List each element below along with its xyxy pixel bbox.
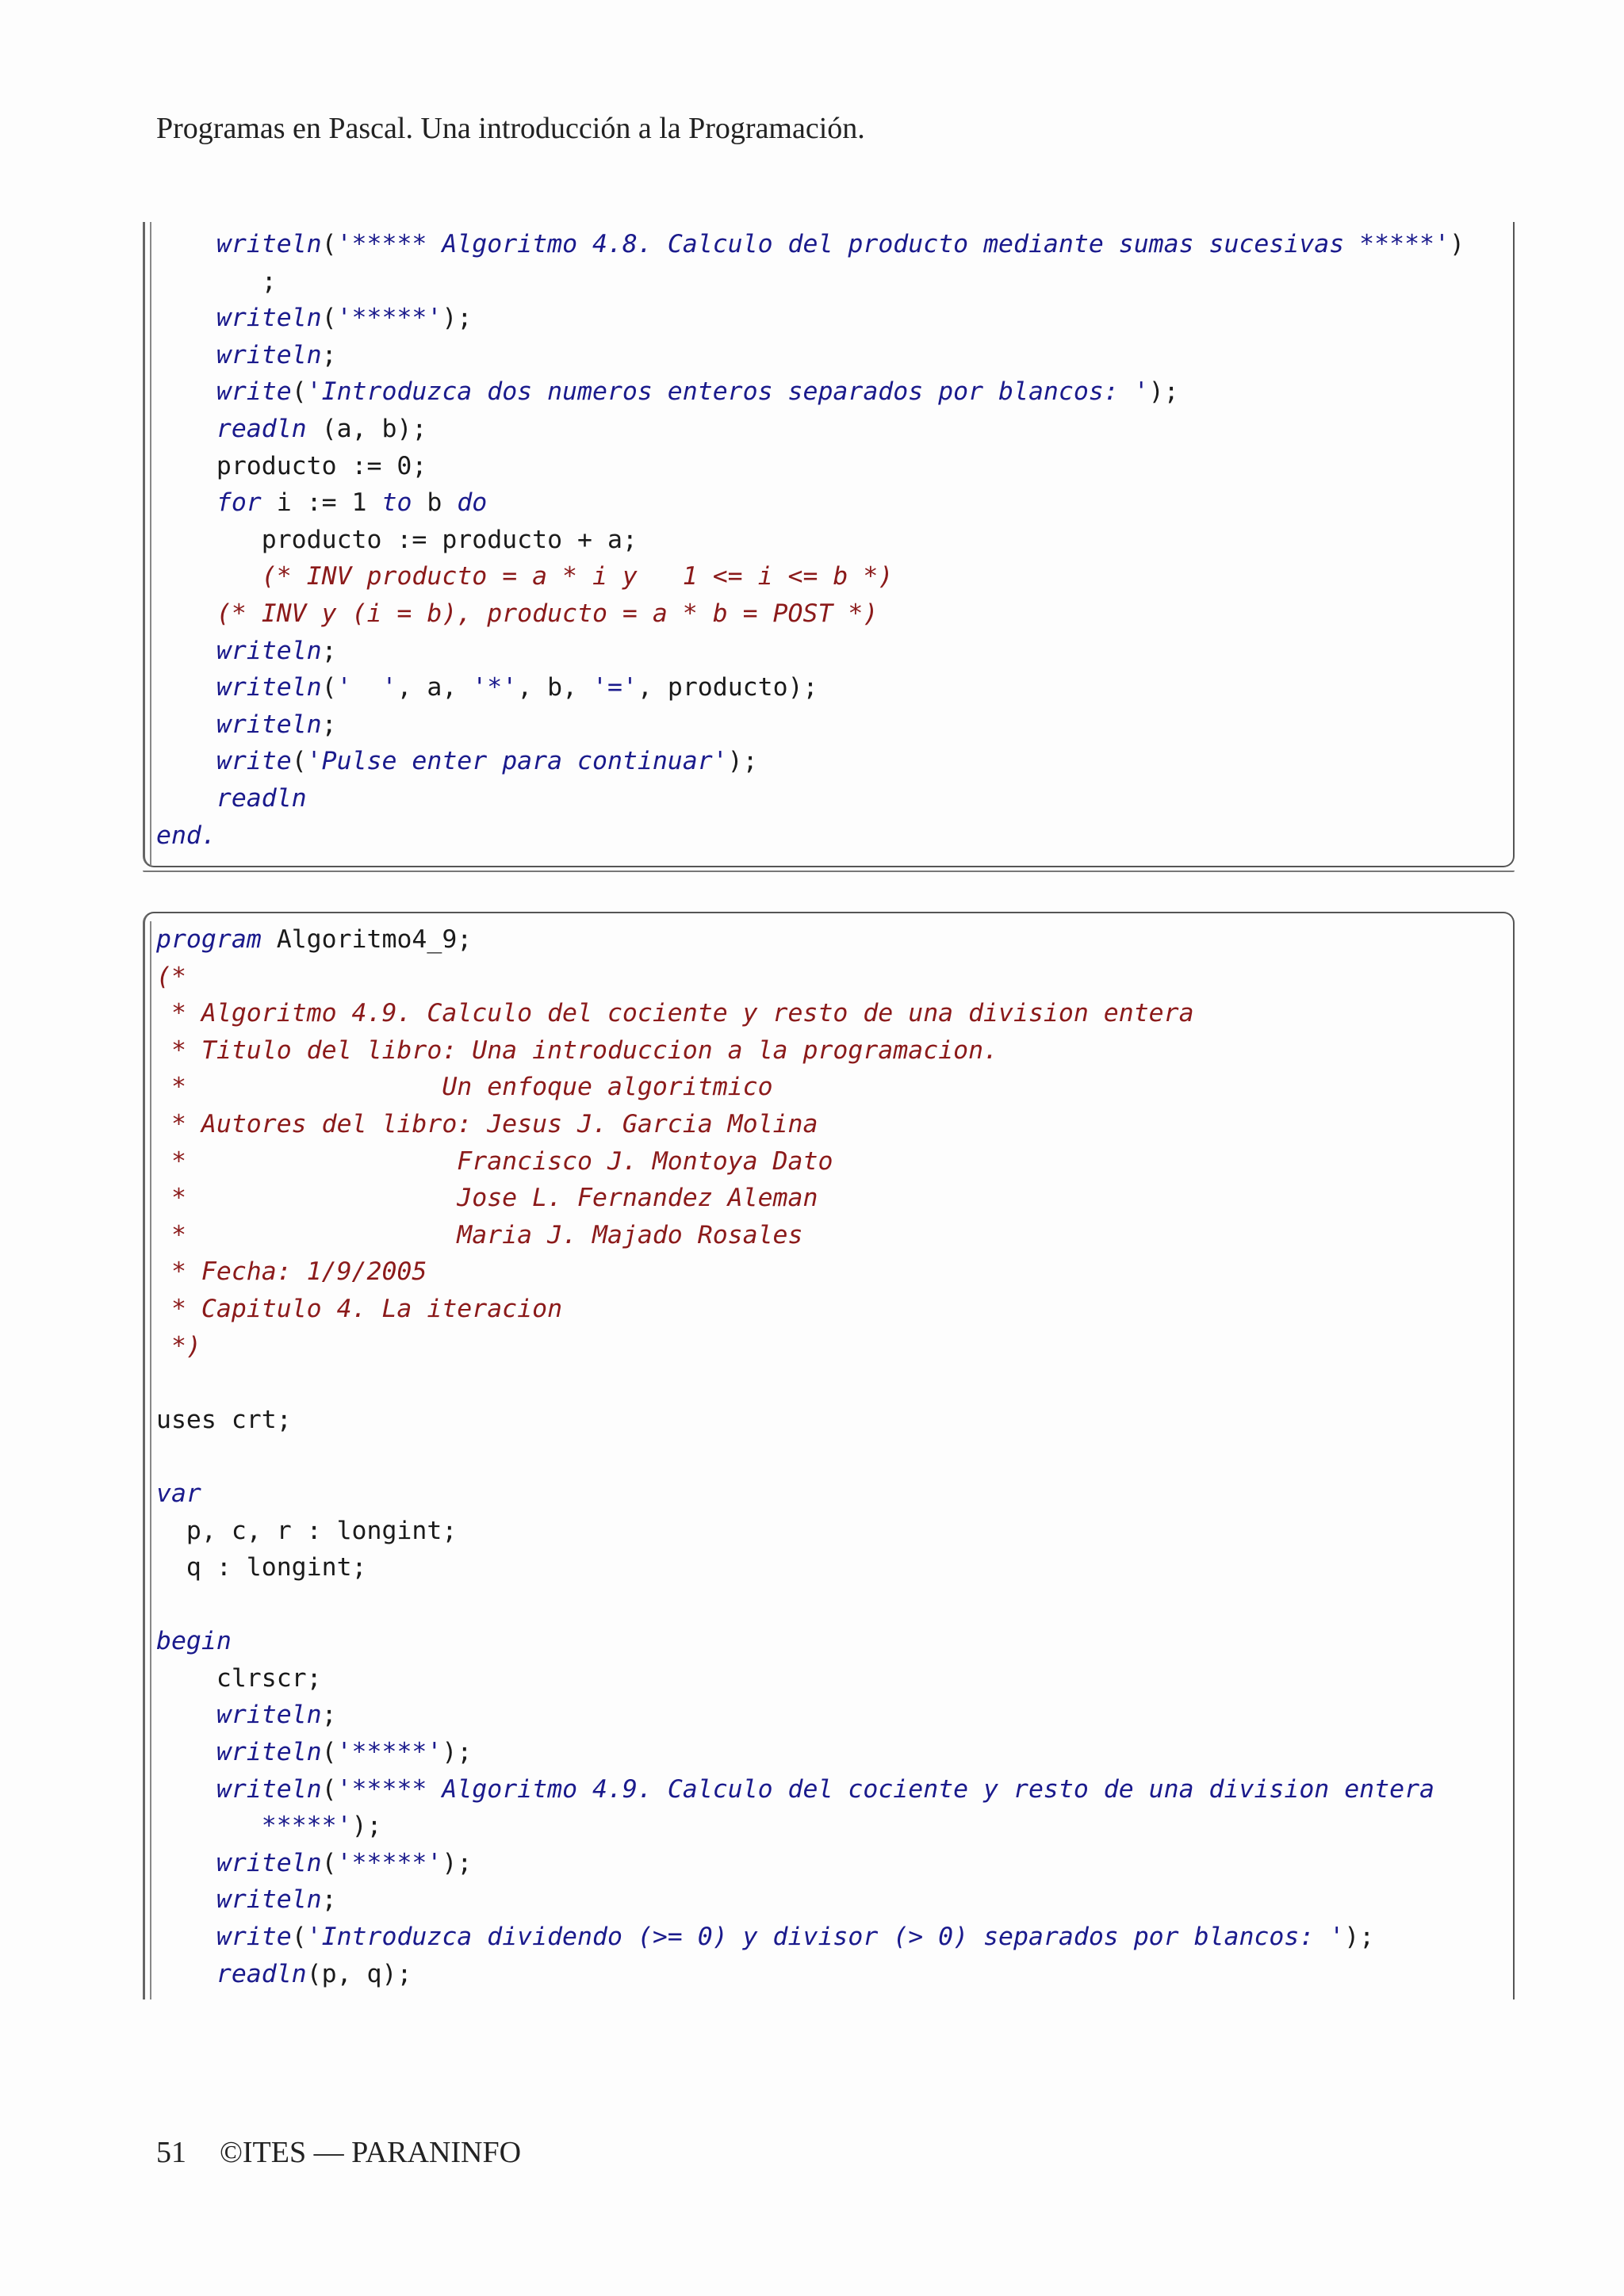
code-line (156, 1513, 1434, 1550)
code-text (156, 747, 216, 775)
code-keyword: for (216, 488, 262, 518)
code-text: ; (321, 1885, 337, 1915)
code-text: ( (321, 304, 337, 333)
code-text (156, 1775, 216, 1804)
code-text: ( (321, 230, 337, 258)
code-comment: * Francisco J. Montoya Dato (156, 1146, 833, 1176)
code-text: ( (321, 673, 337, 702)
code-text (156, 415, 216, 443)
code-text: producto := producto + a; (156, 525, 638, 554)
code-text: ) (1449, 230, 1465, 258)
code-text: , b, (517, 673, 593, 702)
code-text: i := 1 (261, 488, 382, 518)
code-line (156, 1660, 1434, 1697)
code-string: '*****' (336, 1848, 442, 1877)
code-line (156, 263, 1465, 300)
code-text: b (412, 488, 458, 518)
code-line (156, 1881, 1434, 1919)
code-line (156, 817, 1465, 855)
code-text: , producto); (637, 673, 818, 702)
code-line (156, 1328, 1434, 1365)
code-keyword: readln (216, 1959, 307, 1988)
code-line (156, 1734, 1434, 1771)
code-keyword: writeln (216, 710, 322, 739)
code-keyword: var (156, 1479, 201, 1508)
code-line (156, 1586, 1434, 1624)
code-keyword: end (156, 821, 201, 850)
code-text (156, 304, 216, 332)
code-keyword: to (381, 488, 412, 518)
code-keyword: writeln (216, 1701, 322, 1730)
code-keyword: writeln (216, 636, 322, 665)
code-line (156, 1143, 1434, 1181)
code-text (156, 1701, 216, 1729)
code-text (156, 1923, 216, 1951)
code-text: ; (321, 1701, 337, 1730)
code-text: ); (1148, 377, 1179, 407)
code-text: q : longint; (156, 1553, 367, 1582)
code-text: clrscr; (156, 1663, 322, 1693)
code-comment: *) (156, 1331, 201, 1360)
code-text (156, 637, 216, 665)
code-text (156, 673, 216, 702)
code-comment: * Jose L. Fernandez Aleman (156, 1184, 818, 1213)
code-keyword: write (216, 747, 292, 776)
code-comment: * Autores del libro: Jesus J. Garcia Molina (156, 1109, 818, 1138)
code-keyword: readln (216, 414, 307, 443)
code-line (156, 995, 1434, 1032)
code-text: ( (291, 1923, 307, 1952)
code-line (156, 1845, 1434, 1882)
code-line (156, 226, 1465, 263)
code-text (156, 1960, 216, 1988)
code-line (156, 484, 1465, 522)
code-keyword: write (216, 1923, 292, 1952)
code-text: (a, b); (306, 414, 427, 443)
code-comment: (* INV producto = a * i y 1 <= i <= b *) (261, 562, 894, 591)
code-comment: * Fecha: 1/9/2005 (156, 1257, 427, 1287)
code-keyword: writeln (216, 1848, 322, 1877)
code-text: , a, (396, 673, 473, 702)
code-keyword: program (156, 925, 262, 954)
page-number: 51 (156, 2136, 186, 2169)
code-line (156, 373, 1465, 411)
code-keyword: do (457, 488, 488, 518)
code-string: 'Introduzca dos numeros enteros separados por blancos: ' (306, 377, 1149, 407)
code-text (156, 562, 262, 591)
code-line (156, 1402, 1434, 1439)
code-line (156, 1069, 1434, 1106)
code-string: '***** Algoritmo 4.8. Calculo del producto mediante sumas sucesivas *****' (336, 230, 1450, 258)
code-keyword: writeln (216, 673, 322, 702)
code-text: ( (321, 1848, 337, 1877)
code-line (156, 1808, 1434, 1845)
code-line (156, 558, 1465, 595)
code-line (156, 633, 1465, 670)
code-text: ; (321, 710, 337, 739)
code-keyword: writeln (216, 340, 322, 369)
code-comment: (* INV y (i = b), producto = a * b = POST *) (216, 599, 879, 628)
code-string: . (201, 821, 216, 850)
code-keyword: writeln (216, 1738, 322, 1767)
code-text (156, 230, 216, 258)
code-line (156, 959, 1434, 996)
copyright-notice: ©ITES — PARANINFO (220, 2136, 522, 2169)
code-line (156, 1771, 1434, 1808)
code-line (156, 1475, 1434, 1513)
code-text: ); (442, 1848, 473, 1877)
code-text: uses crt; (156, 1405, 292, 1434)
frame-shadow-line (143, 871, 1515, 872)
code-text: ( (291, 747, 307, 776)
code-text: ; (156, 266, 277, 296)
code-line (156, 706, 1465, 744)
code-text (156, 1849, 216, 1877)
code-line (156, 1956, 1434, 1993)
code-listing-1 (156, 226, 1465, 854)
code-line (156, 1253, 1434, 1291)
code-string: '*****' (336, 1738, 442, 1767)
code-line (156, 743, 1465, 780)
code-line (156, 1291, 1434, 1328)
code-text: ); (442, 1738, 473, 1767)
code-line (156, 669, 1465, 706)
code-line (156, 337, 1465, 374)
code-text: ( (291, 377, 307, 407)
code-text (156, 488, 216, 517)
code-string: '*' (472, 673, 518, 702)
code-text: ( (321, 1774, 337, 1804)
page-footer (156, 2135, 521, 2170)
code-comment: * Maria J. Majado Rosales (156, 1220, 803, 1249)
code-string: *****' (261, 1812, 352, 1841)
code-text (156, 710, 216, 739)
code-text: ); (1344, 1923, 1375, 1952)
code-text (156, 377, 216, 406)
code-keyword: writeln (216, 230, 322, 258)
code-string: 'Introduzca dividendo (>= 0) y divisor (> 0) separados por blancos: ' (306, 1923, 1345, 1952)
code-comment: * Algoritmo 4.9. Calculo del cociente y resto de una division entera (156, 999, 1194, 1028)
code-text: (p, q); (306, 1959, 412, 1988)
code-line (156, 1919, 1434, 1956)
code-keyword: begin (156, 1627, 232, 1656)
code-string: ' ' (336, 673, 397, 702)
code-text: ); (351, 1812, 382, 1841)
code-string: '=' (592, 673, 638, 702)
code-text: Algoritmo4_9; (261, 925, 473, 954)
code-line (156, 1623, 1434, 1660)
code-line (156, 1106, 1434, 1143)
code-text (156, 1812, 262, 1840)
code-line (156, 300, 1465, 337)
running-header: Programas en Pascal. Una introducción a la Programación. (156, 112, 865, 145)
code-text (156, 341, 216, 369)
code-string: '***** Algoritmo 4.9. Calculo del cociente y resto de una division entera (336, 1774, 1435, 1804)
code-line (156, 921, 1434, 959)
code-line (156, 522, 1465, 559)
code-text (156, 599, 216, 628)
code-line (156, 595, 1465, 633)
code-keyword: writeln (216, 304, 322, 333)
code-text: producto := 0; (156, 451, 427, 480)
code-line (156, 1549, 1434, 1586)
code-text (156, 1738, 216, 1766)
code-line (156, 1438, 1434, 1475)
code-string: 'Pulse enter para continuar' (306, 747, 728, 776)
code-keyword: readln (216, 783, 307, 813)
code-text: ( (321, 1738, 337, 1767)
code-listing-2 (156, 921, 1434, 1992)
code-line (156, 1217, 1434, 1254)
code-comment: * Un enfoque algoritmico (156, 1073, 773, 1102)
code-text: ); (727, 747, 758, 776)
code-comment: (* (156, 962, 186, 991)
code-line (156, 1364, 1434, 1402)
code-line (156, 1180, 1434, 1217)
code-keyword: writeln (216, 1885, 322, 1915)
code-keyword: write (216, 377, 292, 407)
code-keyword: writeln (216, 1774, 322, 1804)
code-comment: * Titulo del libro: Una introduccion a la programacion. (156, 1035, 999, 1065)
code-line (156, 780, 1465, 817)
code-text: ); (442, 304, 473, 333)
code-line (156, 1697, 1434, 1734)
code-text (156, 784, 216, 813)
code-text: p, c, r : longint; (156, 1516, 458, 1545)
code-text: ; (321, 340, 337, 369)
code-line (156, 1032, 1434, 1070)
code-text (156, 1885, 216, 1914)
code-line (156, 448, 1465, 485)
code-comment: * Capitulo 4. La iteracion (156, 1294, 563, 1323)
code-string: '*****' (336, 304, 442, 333)
code-line (156, 411, 1465, 448)
code-text: ; (321, 636, 337, 665)
